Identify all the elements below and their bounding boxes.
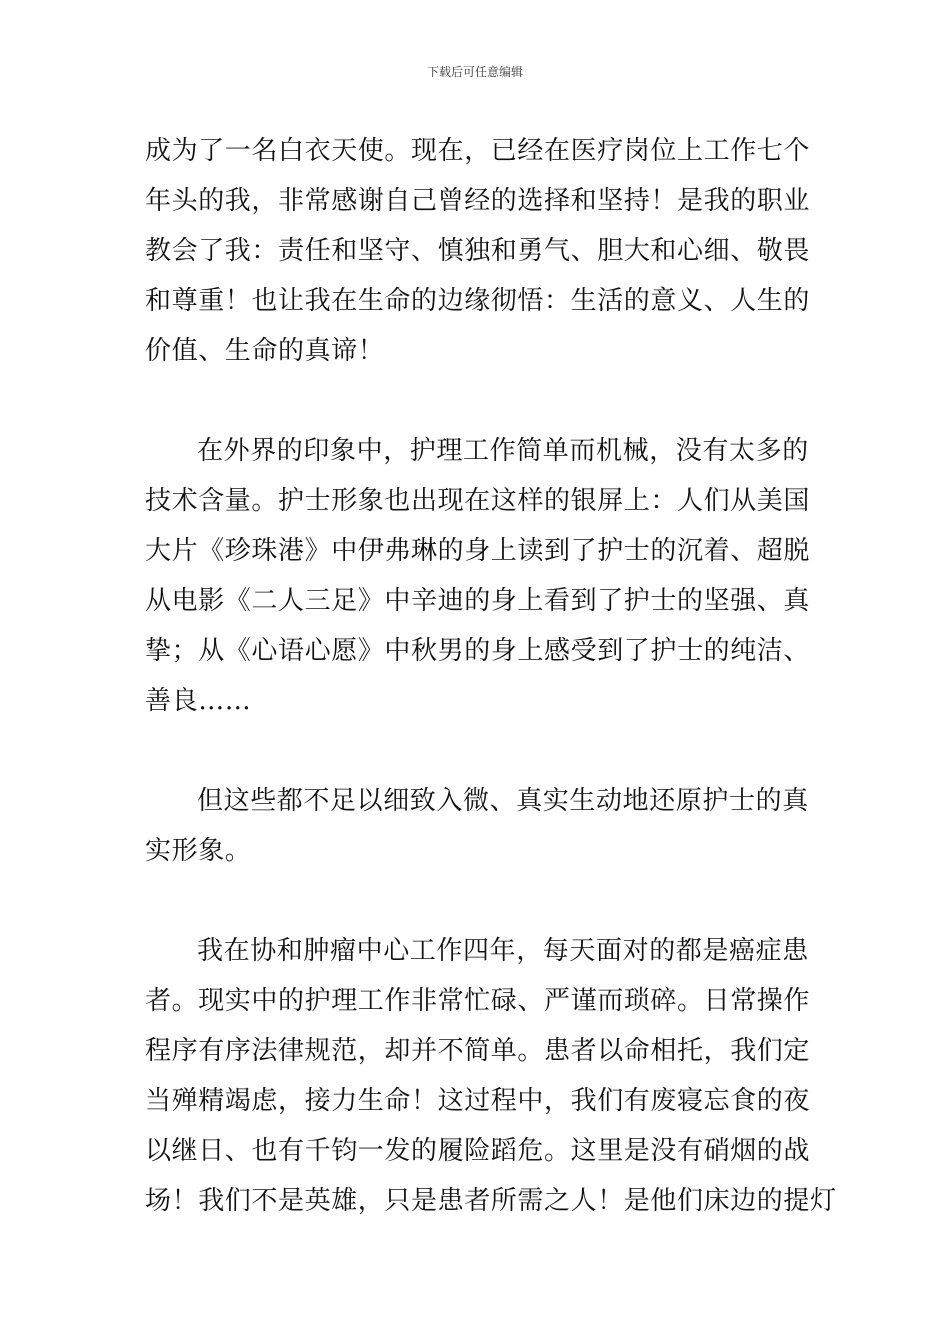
paragraph-line: 但这些都不足以细致入微、真实生动地还原护士的真 bbox=[197, 786, 809, 816]
paragraph-line: 技术含量。护士形象也出现在这样的银屏上：人们从美国 bbox=[145, 486, 811, 516]
paragraph-3 bbox=[145, 776, 811, 876]
paragraph-line: 大片《珍珠港》中伊弗琳的身上读到了护士的沉着、超脱 bbox=[145, 536, 811, 566]
paragraph-line: 善良…… bbox=[145, 686, 252, 716]
paragraph-line: 以继日、也有千钧一发的履险蹈危。这里是没有硝烟的战 bbox=[145, 1136, 811, 1166]
paragraph-line: 成为了一名白衣天使。现在，已经在医疗岗位上工作七个 bbox=[145, 136, 811, 166]
paragraph-spacer bbox=[145, 376, 811, 426]
paragraph-line: 当殚精竭虑，接力生命！这过程中，我们有废寝忘食的夜 bbox=[145, 1086, 811, 1116]
paragraph-line: 挚；从《心语心愿》中秋男的身上感受到了护士的纯洁、 bbox=[145, 636, 811, 666]
paragraph-line: 和尊重！也让我在生命的边缘彻悟：生活的意义、人生的 bbox=[145, 286, 811, 316]
paragraph-line: 价值、生命的真谛！ bbox=[145, 336, 385, 366]
paragraph-line: 教会了我：责任和坚守、慎独和勇气、胆大和心细、敬畏 bbox=[145, 236, 811, 266]
paragraph-4 bbox=[145, 926, 837, 1226]
paragraph-line: 年头的我，非常感谢自己曾经的选择和坚持！是我的职业 bbox=[145, 186, 811, 216]
paragraph-line: 我在协和肿瘤中心工作四年，每天面对的都是癌症患 bbox=[197, 936, 809, 966]
paragraph-line: 者。现实中的护理工作非常忙碌、严谨而琐碎。日常操作 bbox=[145, 986, 811, 1016]
paragraph-2 bbox=[145, 426, 811, 726]
document-body bbox=[145, 126, 837, 1226]
paragraph-line: 从电影《二人三足》中辛迪的身上看到了护士的坚强、真 bbox=[145, 586, 811, 616]
paragraph-spacer bbox=[145, 726, 811, 776]
paragraph-1 bbox=[145, 126, 811, 376]
paragraph-line: 程序有序法律规范，却并不简单。患者以命相托，我们定 bbox=[145, 1036, 811, 1066]
paragraph-line: 场！我们不是英雄，只是患者所需之人！是他们床边的提灯 bbox=[145, 1186, 837, 1216]
paragraph-line: 实形象。 bbox=[145, 836, 252, 866]
paragraph-line: 在外界的印象中，护理工作简单而机械，没有太多的 bbox=[197, 436, 809, 466]
page-header: 下载后可任意编辑 bbox=[426, 65, 523, 79]
paragraph-spacer bbox=[145, 876, 811, 926]
